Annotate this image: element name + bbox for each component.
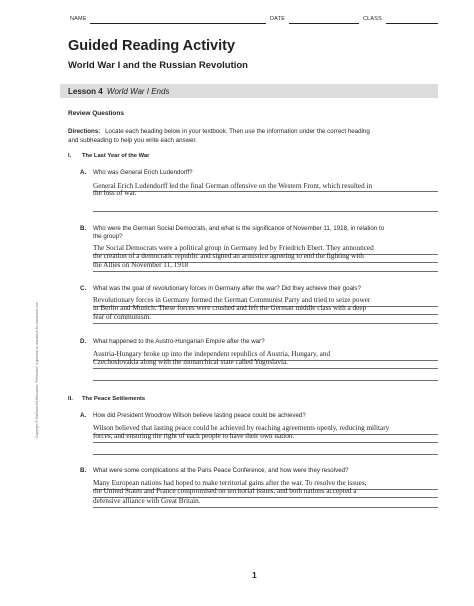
question-text: Who were the German Social Democrats, and what is the significance of November 11, 1918, in relation to (93, 225, 385, 232)
section-numeral: I. (68, 153, 72, 159)
answer-line[interactable]: forces, and ensuring the right of each people to have their own nation. (93, 432, 295, 440)
directions (68, 127, 370, 136)
question-text: What happened to the Austro-Hungarian Empire after the war? (93, 338, 265, 345)
section-title: The Last Year of the War (82, 153, 150, 159)
answer-line[interactable]: the loss of war. (93, 189, 137, 197)
answer-line[interactable]: Czechoslovakia along with the monarchical state called Yugoslavia. (93, 358, 288, 366)
review-questions-heading: Review Questions (68, 110, 124, 117)
question-text: the group? (93, 233, 123, 240)
date-line[interactable] (289, 23, 359, 24)
question-letter: B. (80, 225, 87, 232)
answer-line[interactable]: Revolutionary forces in Germany formed the German Communist Party and tried to seize power (93, 296, 371, 304)
question-letter: A. (80, 412, 87, 419)
lesson-number: Lesson 4 (68, 86, 103, 96)
answer-line[interactable]: The Social Democrats were a political group in Germany led by Friedrich Ebert. They announced (93, 244, 374, 252)
answer-rule (93, 368, 438, 369)
answer-line[interactable]: in Berlin and Munich. These forces were crushed and left the German middle class with a deep (93, 304, 367, 312)
answer-rule (93, 507, 438, 508)
lesson-heading (68, 87, 169, 96)
question-text: What were some complications at the Paris Peace Conference, and how were they resolved? (93, 467, 349, 474)
answer-line[interactable]: the United States and France compromised on territorial issues, and both nations accepted a (93, 487, 357, 495)
class-line[interactable] (386, 23, 438, 24)
section-heading (68, 396, 146, 402)
copyright-notice: Copyright © McGraw-Hill Education. Permission is granted to reproduce for classroom use. (35, 301, 39, 438)
directions-line-1: Locate each heading below in your textbook. Then use the information under the correct heading (105, 128, 370, 135)
page-title: Guided Reading Activity (68, 38, 236, 54)
section-title: The Peace Settlements (82, 396, 146, 402)
answer-line[interactable]: fear of communism. (93, 313, 152, 321)
answer-rule (93, 454, 438, 455)
question-letter: C. (80, 285, 87, 292)
question-letter: B. (80, 467, 87, 474)
page-number: 1 (252, 570, 257, 580)
section-heading (68, 153, 150, 159)
name-line[interactable] (90, 23, 266, 24)
section-numeral: II. (68, 396, 73, 402)
question-text: Who was General Erich Ludendorff? (93, 169, 193, 176)
answer-line[interactable]: defensive alliance with Great Britain. (93, 497, 201, 505)
question-letter: A. (80, 169, 87, 176)
question-letter: D. (80, 338, 87, 345)
answer-line[interactable]: Austria-Hungary broke up into the independent republics of Austria, Hungary, and (93, 350, 331, 358)
lesson-name: World War I Ends (106, 86, 170, 96)
date-label: DATE (270, 16, 286, 22)
answer-rule (93, 442, 438, 443)
answer-line[interactable]: General Erich Ludendorff led the final German offensive on the Western Front, which resulted in (93, 181, 373, 190)
directions-line-2: and subheading to help you write each answer. (68, 137, 197, 144)
answer-line[interactable]: the creation of a democratic republic and signed an armistice agreeing to end the fighting with (93, 252, 364, 260)
answer-rule (93, 271, 438, 272)
answer-rule (93, 211, 438, 212)
answer-rule (93, 191, 438, 192)
answer-rule (93, 323, 438, 324)
answer-line[interactable]: Wilson believed that lasting peace could be achieved by reaching agreements openly, reducing military (93, 424, 390, 432)
answer-rule (93, 380, 438, 381)
answer-line[interactable]: Many European nations had hoped to make territorial gains after the war. To resolve the issues, (93, 479, 367, 487)
directions-label: Directions: (68, 128, 101, 135)
page-subtitle: World War I and the Russian Revolution (68, 60, 248, 71)
question-text: How did President Woodrow Wilson believe lasting peace could be achieved? (93, 412, 306, 419)
name-label: NAME (70, 16, 87, 22)
class-label: CLASS (363, 16, 383, 22)
answer-line[interactable]: the Allies on November 11, 1918 (93, 261, 189, 269)
question-text: What was the goal of revolutionary forces in Germany after the war? Did they achieve their goals? (93, 285, 361, 292)
